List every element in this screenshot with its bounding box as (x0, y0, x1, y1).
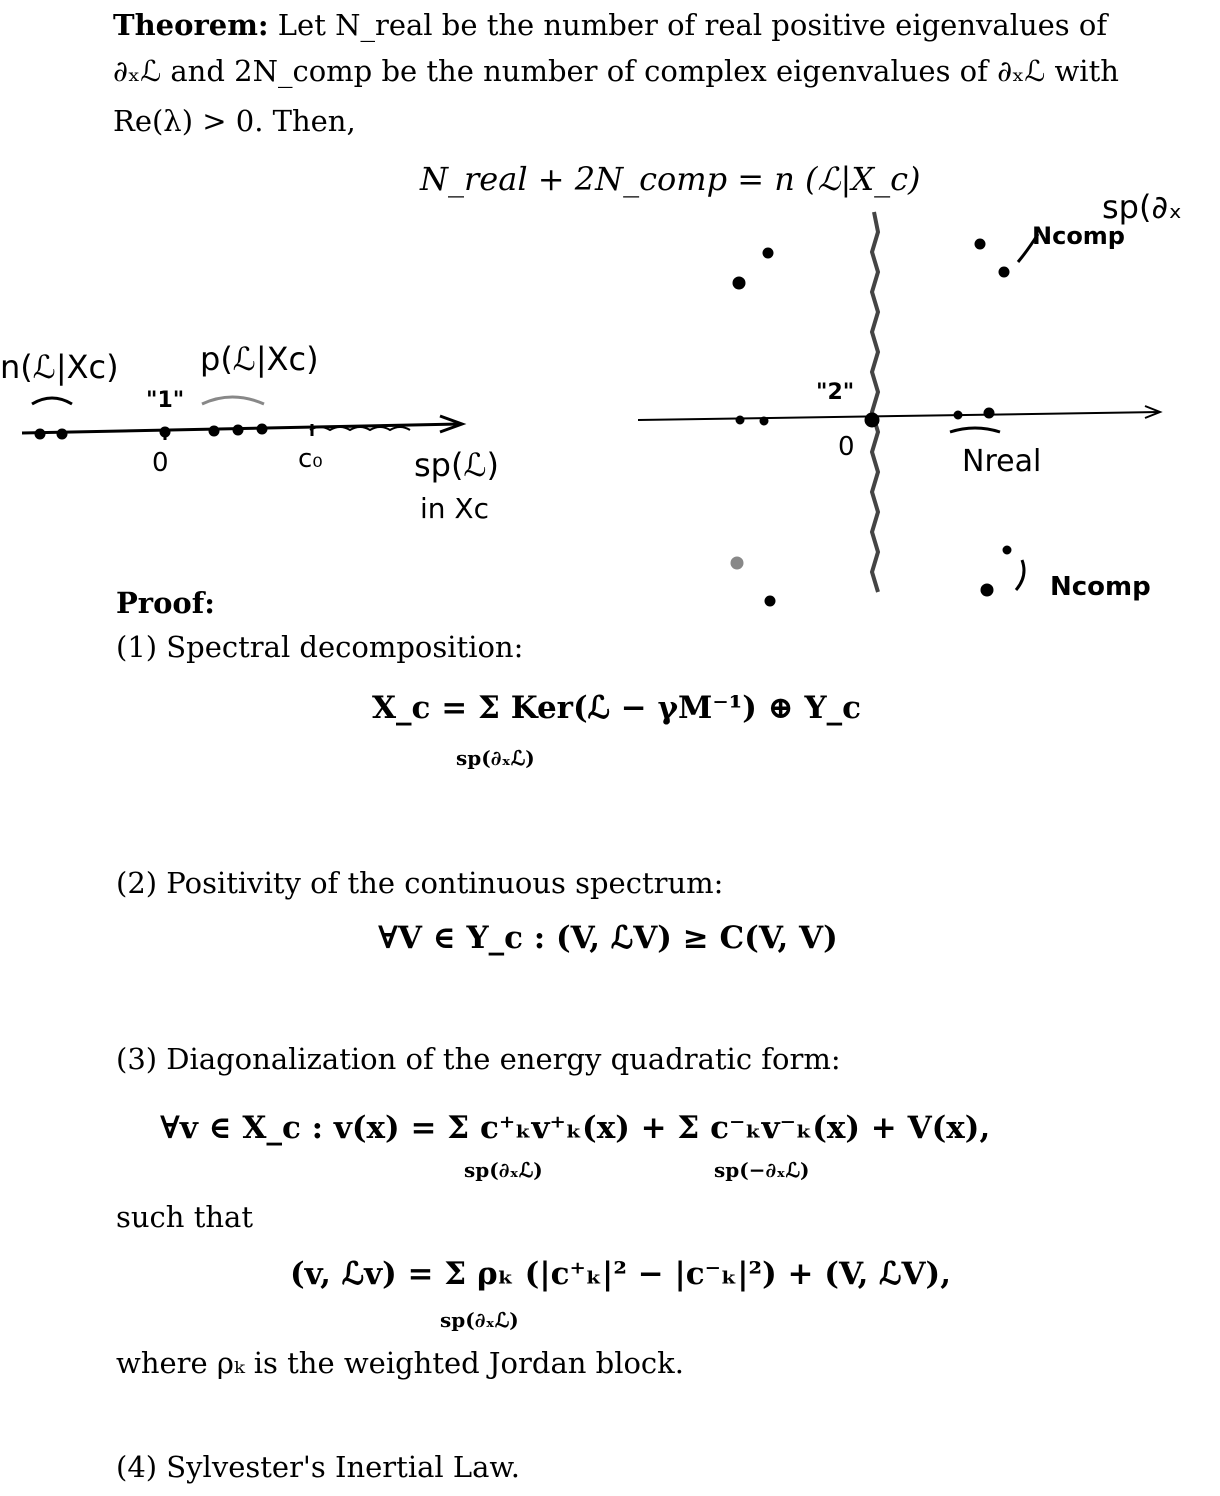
equation-3a-subscript-2: sp(−∂ₓℒ) (714, 1158, 810, 1182)
eigenvalue-point (733, 277, 745, 289)
eigenvalue-point (736, 416, 744, 424)
eigenvalue-point (765, 596, 775, 606)
theorem-line-3: Re(λ) > 0. Then, (113, 104, 356, 138)
equation-3a: ∀v ∈ X_c : v(x) = Σ c⁺ₖv⁺ₖ(x) + Σ c⁻ₖv⁻ₖ(x) + V(x), (160, 1110, 991, 1146)
label-p-positive-count: p(ℒ|Xc) (200, 340, 319, 378)
label-n-negative-count: n(ℒ|Xc) (0, 348, 119, 386)
eigenvalue-point (763, 248, 773, 258)
label-plane-title: sp(∂ₓ (1102, 188, 1183, 226)
proof-step-2: (2) Positivity of the continuous spectrum: (116, 866, 724, 900)
proof-step-4: (4) Sylvester's Inertial Law. (116, 1450, 521, 1484)
equation-3a-subscript-1: sp(∂ₓℒ) (464, 1158, 543, 1182)
eigenvalue-point (865, 413, 879, 427)
theorem-text-1: Let N_real be the number of real positive eigenvalues of (277, 8, 1108, 42)
eigenvalue-point (984, 408, 994, 418)
label-ncomp-bottom: Ncomp (1050, 572, 1151, 602)
complex-plane-sketch (638, 212, 1160, 606)
eigenvalue-point (999, 267, 1009, 277)
proof-label: Proof: (116, 586, 215, 620)
theorem-line-2: ∂ₓℒ and 2N_comp be the number of complex eigenvalues of ∂ₓℒ with (113, 54, 1119, 88)
tick-zero: 0 (152, 448, 169, 478)
equation-1-subscript: sp(∂ₓℒ) (456, 746, 535, 770)
point (57, 429, 67, 439)
theorem-equation: N_real + 2N_comp = n (ℒ|X_c) (420, 160, 921, 198)
mark-one: "1" (146, 388, 185, 413)
label-nreal: Nreal (962, 444, 1042, 479)
eigenvalue-point (954, 411, 962, 419)
mark-two: "2" (816, 380, 855, 405)
equation-1: X_c = Σ Ker(ℒ − γM⁻¹) ⊕ Y_c (372, 690, 862, 726)
eigenvalue-point (760, 417, 768, 425)
equation-3b: (v, ℒv) = Σ ρₖ (|c⁺ₖ|² − |c⁻ₖ|²) + (V, ℒV), (290, 1256, 952, 1292)
point (35, 429, 45, 439)
such-that-text: such that (116, 1200, 253, 1234)
point (257, 424, 267, 434)
number-line-sketch (22, 397, 462, 440)
eigenvalue-point (975, 239, 985, 249)
label-ncomp-top: Ncomp (1032, 222, 1125, 250)
proof-step-3: (3) Diagonalization of the energy quadratic form: (116, 1042, 841, 1076)
equation-2: ∀V ∈ Y_c : (V, ℒV) ≥ C(V, V) (378, 920, 838, 956)
eigenvalue-point (1003, 546, 1011, 554)
point (209, 426, 219, 436)
equation-3b-subscript: sp(∂ₓℒ) (440, 1308, 519, 1332)
tick-c0: c₀ (298, 444, 323, 474)
eigenvalue-point (981, 584, 993, 596)
label-in-xc: in Xc (420, 492, 490, 525)
point (233, 425, 243, 435)
where-text: where ρₖ is the weighted Jordan block. (116, 1346, 684, 1380)
plane-origin: 0 (838, 432, 855, 462)
proof-step-1: (1) Spectral decomposition: (116, 630, 524, 664)
theorem-label: Theorem: (113, 8, 269, 42)
eigenvalue-point (731, 557, 743, 569)
label-spectrum: sp(ℒ) (414, 446, 499, 484)
